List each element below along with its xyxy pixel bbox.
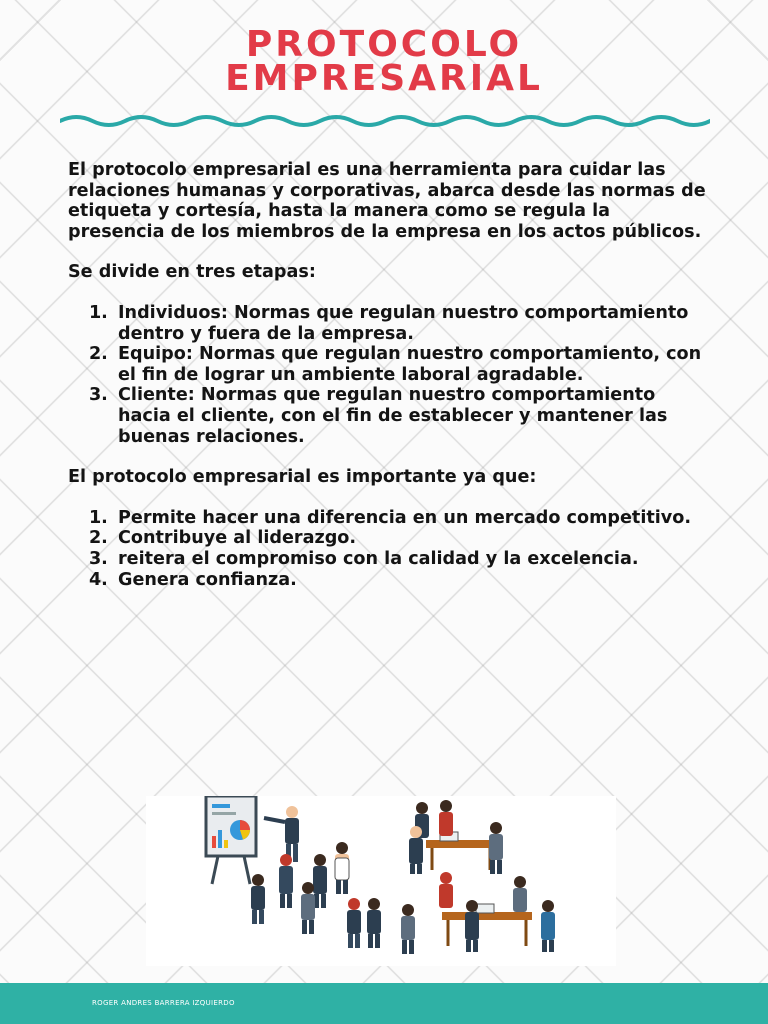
title-line-2: EMPRESARIAL (225, 58, 543, 99)
stage-item-1: 1. Individuos: Normas que regulan nuestro comportamiento dentro y fuera de la empresa. (114, 303, 708, 344)
importance-heading: El protocolo empresarial es importante ya que: (68, 467, 537, 488)
page-title (0, 24, 768, 99)
reasons-list (68, 508, 708, 590)
stages-heading: Se divide en tres etapas: (68, 262, 316, 283)
main-content (68, 160, 708, 590)
reason-item-3: 3. reitera el compromiso con la calidad y la excelencia. (114, 549, 708, 570)
stages-list (68, 303, 708, 447)
business-people-illustration (146, 796, 616, 966)
business-people-icon (146, 796, 616, 966)
author-name: ROGER ANDRES BARRERA IZQUIERDO (92, 999, 235, 1007)
reason-item-1: 1. Permite hacer una diferencia en un mercado competitivo. (114, 508, 708, 529)
footer-bar (0, 983, 768, 1024)
title-line-1: PROTOCOLO (245, 24, 523, 65)
intro-paragraph: El protocolo empresarial es una herramienta para cuidar las relaciones humanas y corporativas, abarca desde las normas de etiqueta y cortesía, hasta la manera como se regula la presencia de los miembros de la empresa en los actos públicos. (68, 160, 706, 242)
reason-item-2: 2. Contribuye al liderazgo. (114, 528, 708, 549)
wave-divider-icon (60, 110, 710, 132)
stage-item-2: 2. Equipo: Normas que regulan nuestro comportamiento, con el fin de lograr un ambiente laboral agradable. (114, 344, 708, 385)
reason-item-4: 4. Genera confianza. (114, 570, 708, 591)
stage-item-3: 3. Cliente: Normas que regulan nuestro comportamiento hacia el cliente, con el fin de establecer y mantener las buenas relaciones. (114, 385, 708, 447)
